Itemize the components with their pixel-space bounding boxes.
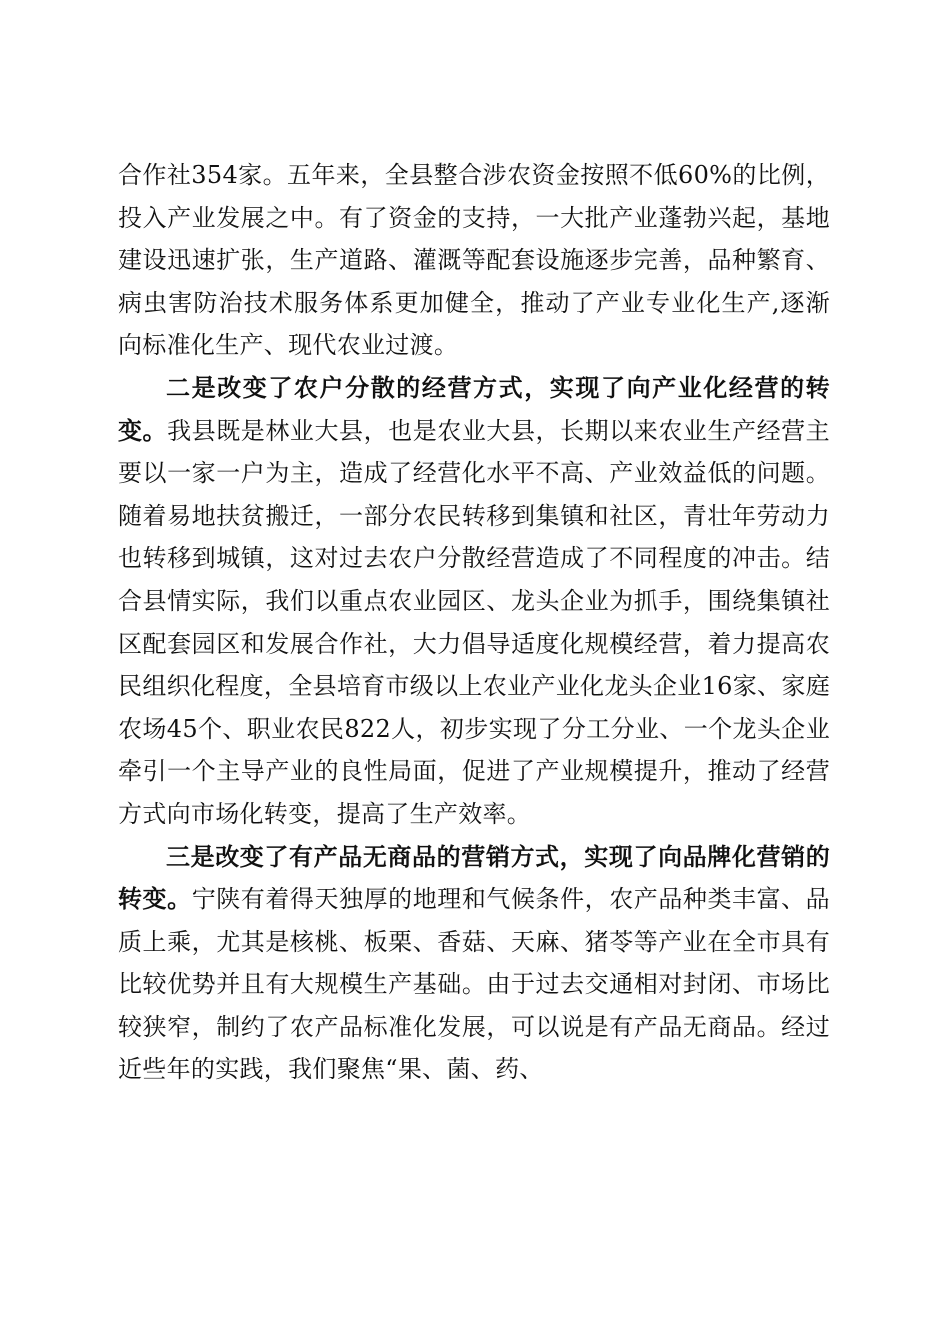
paragraph-1	[118, 154, 830, 367]
paragraph-3-text: 宁陕有着得天独厚的地理和气候条件，农产品种类丰富、品质上乘，尤其是核桃、板栗、香菇、天麻、猪苓等产业在全市具有比较优势并且有大规模生产基础。由于过去交通相对封闭、市场比较狭窄，制约了农产品标准化发展，可以说是有产品无商品。经过近些年的实践，我们聚焦“果、菌、药、	[118, 885, 830, 1084]
paragraph-2	[118, 367, 830, 836]
paragraph-3	[118, 836, 830, 1092]
paragraph-3-lead: 三是改变了有产品无商品的营销方式，实现了向品牌化营销的转变。	[118, 841, 830, 914]
paragraph-2-text: 我县既是林业大县，也是农业大县，长期以来农业生产经营主要以一家一户为主，造成了经营化水平不高、产业效益低的问题。随着易地扶贫搬迁，一部分农民转移到集镇和社区，青壮年劳动力也转移到城镇，这对过去农户分散经营造成了不同程度的冲击。结合县情实际，我们以重点农业园区、龙头企业为抓手，围绕集镇社区配套园区和发展合作社，大力倡导适度化规模经营，着力提高农民组织化程度，全县培育市级以上农业产业化龙头企业16家、家庭农场45个、职业农民822人，初步实现了分工分业、一个龙头企业牵引一个主导产业的良性局面，促进了产业规模提升，推动了经营方式向市场化转变，提高了生产效率。	[118, 416, 830, 828]
paragraph-1-text: 合作社354家。五年来，全县整合涉农资金按照不低60%的比例，投入产业发展之中。有了资金的支持，一大批产业蓬勃兴起，基地建设迅速扩张，生产道路、灌溉等配套设施逐步完善，品种繁育、病虫害防治技术服务体系更加健全，推动了产业专业化生产,逐渐向标准化生产、现代农业过渡。	[118, 161, 830, 360]
paragraph-2-lead: 二是改变了农户分散的经营方式，实现了向产业化经营的转变。	[118, 372, 830, 445]
document-body	[118, 154, 830, 1091]
